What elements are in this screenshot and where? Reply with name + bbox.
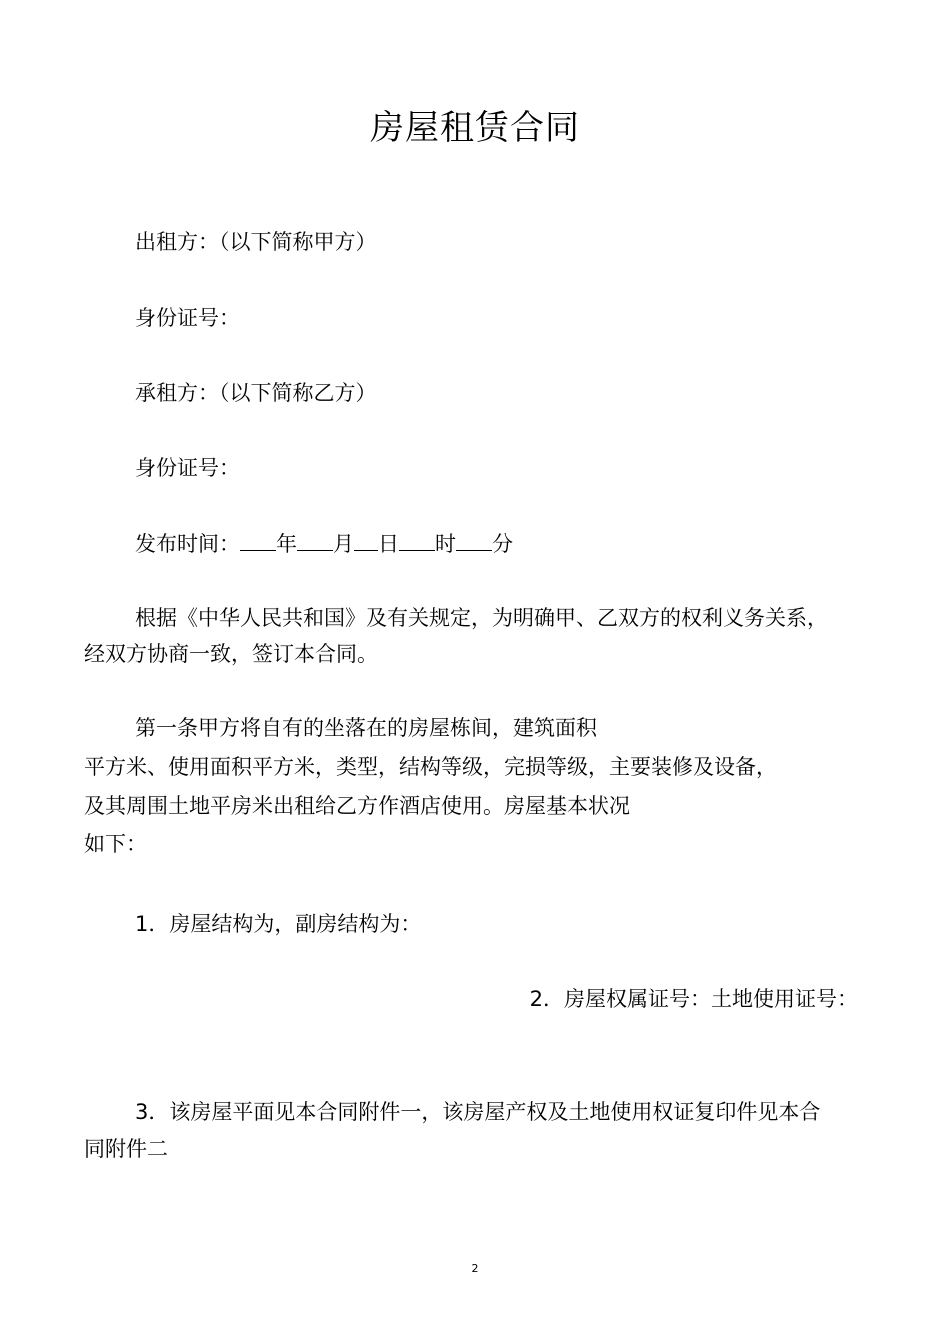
page-number: 2 [471, 1262, 479, 1275]
hour-label: 时 [435, 532, 456, 556]
year-blank [240, 530, 276, 551]
publish-time-line [135, 529, 513, 559]
article1-line-1: 第一条甲方将自有的坐落在的房屋栋间，建筑面积 [135, 716, 597, 740]
month-label: 月 [333, 532, 354, 556]
lessor-line: 出租方：（以下简称甲方） [135, 230, 377, 254]
item1-line: 1．房屋结构为，副房结构为： [135, 912, 422, 936]
year-label: 年 [276, 532, 297, 556]
item2-line: 2．房屋权属证号：土地使用证号： [529, 987, 858, 1011]
lessor-id-line: 身份证号： [135, 306, 240, 330]
day-label: 日 [378, 532, 399, 556]
lessee-line: 承租方：（以下简称乙方） [135, 381, 377, 405]
article1-line-2: 平方米、使用面积平方米，类型，结构等级，完损等级，主要装修及设备， [84, 755, 777, 779]
month-blank [297, 530, 333, 551]
article1-line-4: 如下： [84, 832, 147, 856]
item3-line-1: 3．该房屋平面见本合同附件一，该房屋产权及土地使用权证复印件见本合 [135, 1100, 821, 1124]
page-title: 房屋租赁合同 [370, 108, 580, 148]
article1-line-3: 及其周围土地平房米出租给乙方作酒店使用。房屋基本状况 [84, 794, 630, 818]
preamble-line-1: 根据《中华人民共和国》及有关规定，为明确甲、乙双方的权利义务关系， [135, 606, 828, 630]
preamble-line-2: 经双方协商一致，签订本合同。 [84, 642, 378, 666]
lessee-id-line: 身份证号： [135, 456, 240, 480]
item3-line-2: 同附件二 [84, 1137, 168, 1161]
hour-blank [399, 530, 435, 551]
publish-time-label: 发布时间： [135, 532, 240, 556]
minute-label: 分 [492, 532, 513, 556]
minute-blank [456, 530, 492, 551]
day-blank [354, 530, 378, 551]
